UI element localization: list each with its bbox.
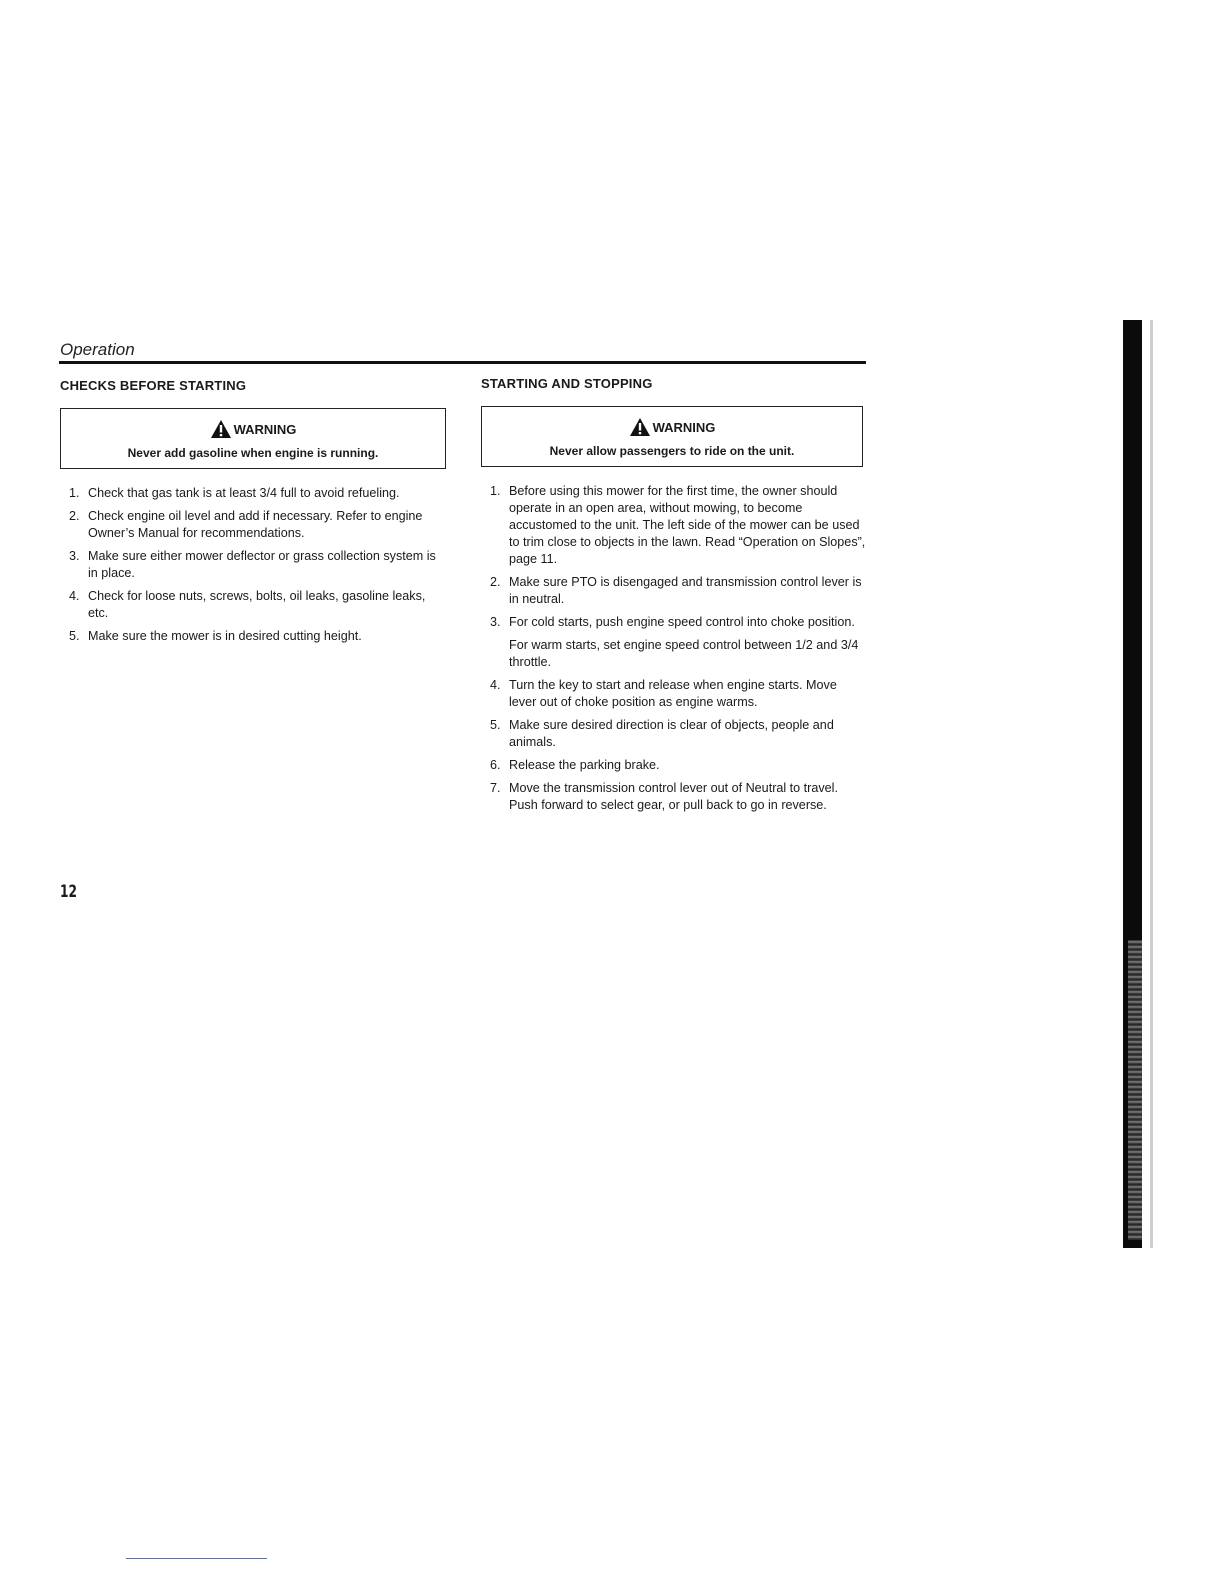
list-item: 4. Check for loose nuts, screws, bolts, oil leaks, gasoline leaks, etc.	[69, 589, 426, 620]
list-item: 5. Make sure desired direction is clear of objects, people and animals.	[490, 718, 834, 749]
starting-and-stopping-section	[481, 376, 867, 820]
warning-title	[490, 417, 854, 437]
warning-label: WARNING	[233, 421, 297, 437]
page-number: 12	[60, 882, 78, 902]
list-item-subparagraph: For warm starts, set engine speed control between 1/2 and 3/4 throttle.	[509, 638, 859, 669]
list-item: 2. Make sure PTO is disengaged and transmission control lever is in neutral.	[490, 575, 862, 606]
starting-list	[481, 483, 867, 814]
warning-triangle-icon	[629, 417, 651, 437]
scan-edge-texture	[1128, 940, 1142, 1240]
warning-box-passengers	[481, 406, 863, 467]
warning-box-gasoline	[60, 408, 446, 469]
starting-heading: STARTING AND STOPPING	[481, 376, 653, 391]
warning-triangle-icon	[210, 419, 232, 439]
checks-list	[60, 485, 446, 645]
warning-title	[69, 419, 437, 439]
warning-label: WARNING	[652, 419, 716, 435]
warning-text: Never allow passengers to ride on the unit.	[549, 444, 795, 458]
list-item: 5. Make sure the mower is in desired cutting height.	[69, 629, 362, 643]
checks-heading: CHECKS BEFORE STARTING	[60, 378, 247, 393]
header-divider	[59, 361, 866, 364]
list-item: 2. Check engine oil level and add if necessary. Refer to engine Owner’s Manual for recommendations.	[69, 509, 423, 540]
list-item: 6. Release the parking brake.	[490, 758, 660, 772]
warning-text: Never add gasoline when engine is running.	[127, 446, 379, 460]
list-item: 1. Check that gas tank is at least 3/4 full to avoid refueling.	[69, 486, 400, 500]
list-item: 3. For cold starts, push engine speed control into choke position. For warm starts, set engine speed control between 1/2 and 3/4 throttle.	[481, 614, 867, 671]
scan-edge-line	[1150, 320, 1153, 1248]
list-item: 4. Turn the key to start and release when engine starts. Move lever out of choke position as engine warms.	[490, 678, 837, 709]
list-item: 3. Make sure either mower deflector or grass collection system is in place.	[69, 549, 436, 580]
list-item: 1. Before using this mower for the first time, the owner should operate in an open area, without mowing, to become accustomed to the unit. The left side of the mower can be used to trim close to objects in the lawn. Read “Operation on Slopes”, page 11.	[490, 484, 866, 566]
footer-rule	[126, 1558, 267, 1559]
checks-before-starting-section	[60, 378, 446, 651]
list-item: 7. Move the transmission control lever out of Neutral to travel. Push forward to select gear, or pull back to go in reverse.	[490, 781, 838, 812]
section-title: Operation	[60, 340, 135, 359]
